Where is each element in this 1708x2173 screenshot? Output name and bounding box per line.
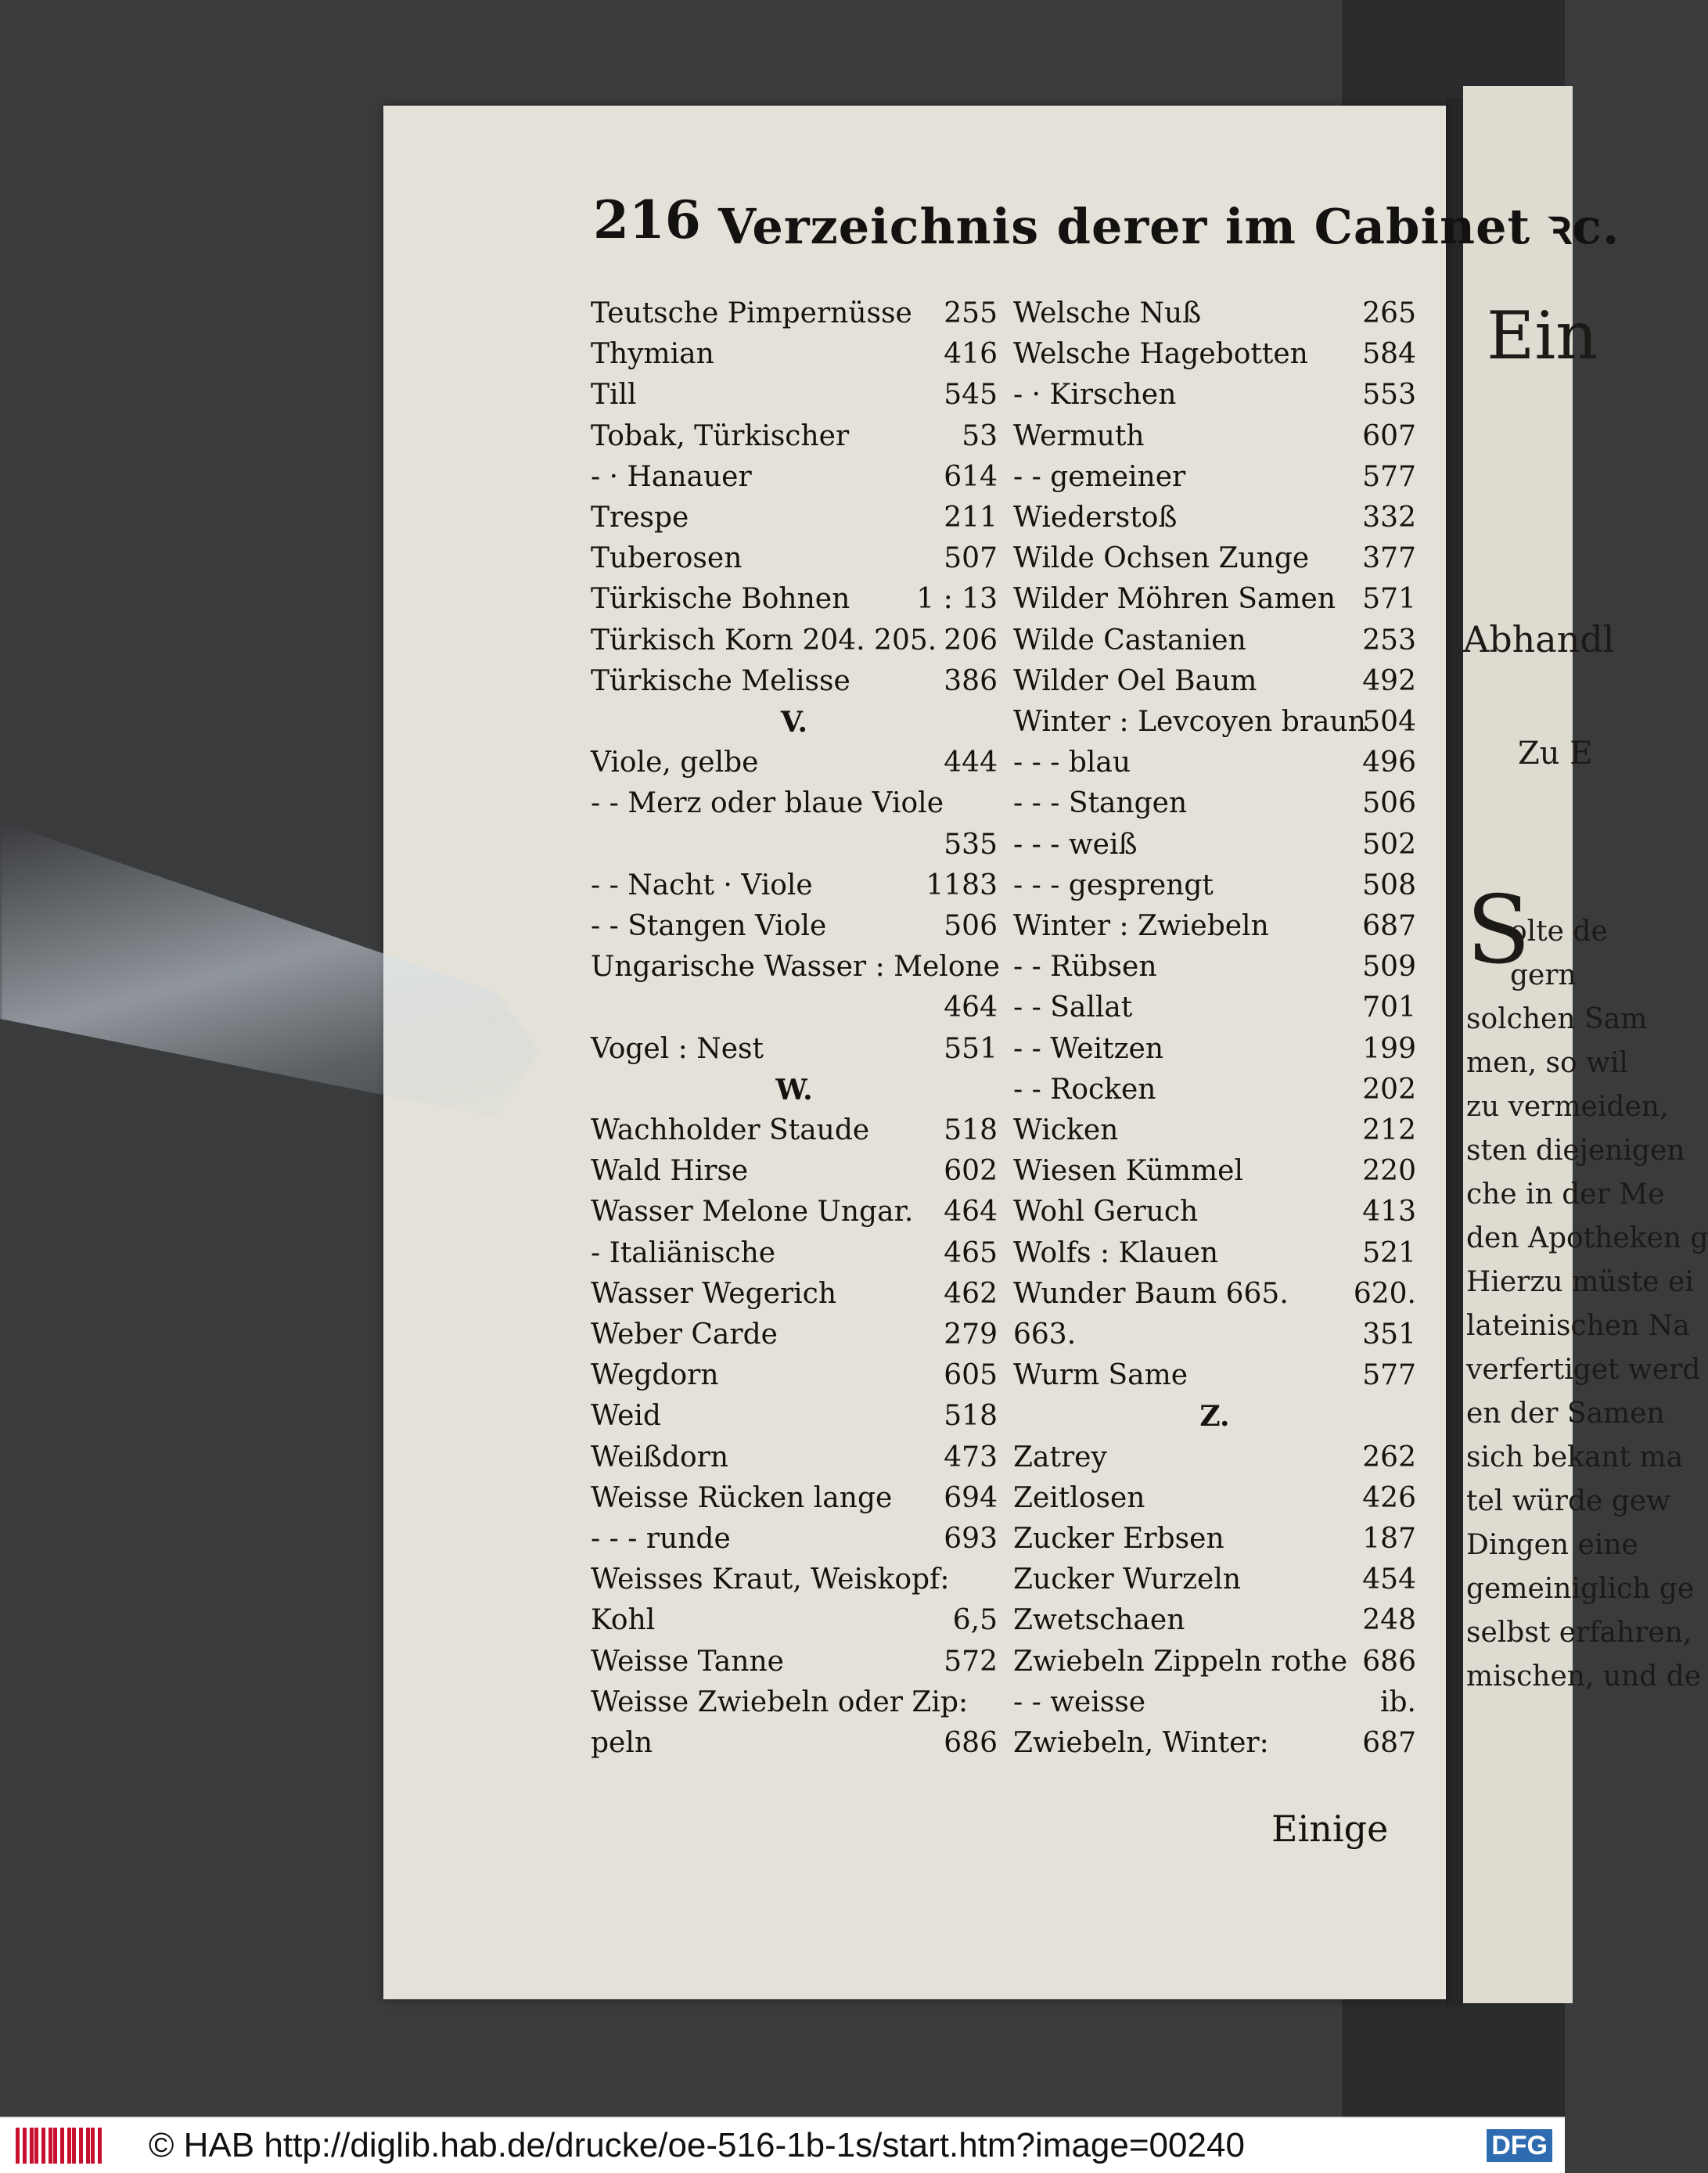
index-page-ref: 462 (944, 1277, 998, 1310)
index-page-ref: 279 (944, 1319, 998, 1351)
index-term: Wasser Melone Ungar. (591, 1196, 914, 1229)
index-term: Wachholder Staude (591, 1114, 870, 1146)
index-entry (591, 991, 998, 1032)
index-entry (591, 1563, 998, 1604)
index-page-ref: 187 (1362, 1523, 1416, 1555)
index-term: - - Sallat (1013, 991, 1133, 1024)
index-term: Zucker Wurzeln (1013, 1563, 1242, 1596)
index-term: - - Merz oder blaue Viole (591, 787, 944, 820)
index-page-ref: 545 (944, 379, 998, 412)
index-term: - - - Stangen (1013, 787, 1188, 820)
index-entry (1013, 951, 1416, 991)
index-entry (591, 624, 998, 665)
page-header (593, 189, 1620, 268)
facing-page-line: solchen Sam (1466, 1003, 1648, 1035)
index-entry (1013, 624, 1416, 665)
index-section-letter (591, 706, 998, 747)
index-term: - - weisse (1013, 1686, 1146, 1718)
index-entry (591, 420, 998, 461)
index-term: Zwetschaen (1013, 1604, 1185, 1637)
index-page-ref: 332 (1362, 502, 1416, 534)
index-entry (1013, 1033, 1416, 1074)
index-entry (1013, 910, 1416, 951)
index-entry (1013, 1237, 1416, 1278)
index-entry (591, 1319, 998, 1359)
index-term: - - Stangen Viole (591, 910, 827, 942)
index-entry (591, 910, 998, 951)
index-page-ref: 426 (1362, 1481, 1416, 1514)
index-page-ref: 572 (944, 1645, 998, 1678)
index-term: Türkische Melisse (591, 664, 850, 697)
index-term: Kohl (591, 1604, 656, 1637)
index-entry (591, 1359, 998, 1400)
index-page-ref: 377 (1362, 542, 1416, 575)
facing-page-line: en der Samen (1466, 1398, 1665, 1430)
index-entry (1013, 829, 1416, 869)
index-page-ref: 614 (944, 460, 998, 493)
facing-page-subheading: Abhandl (1463, 618, 1615, 660)
facing-page-line: zu vermeiden, (1466, 1091, 1669, 1123)
index-page-ref: 504 (1362, 706, 1416, 738)
index-term: Till (591, 379, 637, 412)
index-entry (1013, 1646, 1416, 1686)
page-title: Verzeichnis derer im Cabinet ꝛc. (718, 198, 1620, 255)
index-page-ref: 386 (944, 664, 998, 697)
index-term: Weisse Zwiebeln oder Zip: (591, 1686, 969, 1718)
index-entry (591, 379, 998, 419)
index-page-ref: 521 (1362, 1236, 1416, 1269)
index-entry (1013, 1074, 1416, 1114)
facing-page-line: men, so wil (1466, 1047, 1628, 1079)
index-term: Tobak, Türkischer (591, 419, 850, 452)
index-term: - - - gesprengt (1013, 869, 1214, 901)
facing-page-heading: Ein (1487, 297, 1598, 374)
index-term: Wiederstoß (1013, 502, 1178, 534)
facing-page-line: Dingen eine (1466, 1529, 1638, 1561)
index-entry (1013, 1482, 1416, 1523)
index-entry (591, 747, 998, 787)
index-entry (1013, 1196, 1416, 1236)
index-entry (591, 951, 998, 991)
index-page-ref: 220 (1362, 1155, 1416, 1188)
index-term: Weißdorn (591, 1441, 729, 1473)
index-page-ref: 211 (944, 502, 998, 534)
index-term: Wurm Same (1013, 1359, 1188, 1392)
index-page-ref: 686 (1362, 1645, 1416, 1678)
index-entry (1013, 869, 1416, 910)
index-term: - - Rübsen (1013, 951, 1157, 984)
index-entry (1013, 1727, 1416, 1768)
index-entry (591, 297, 998, 338)
index-page-ref: 444 (944, 747, 998, 779)
index-entry (1013, 583, 1416, 624)
index-term: Wilde Castanien (1013, 624, 1246, 657)
index-entry (591, 1400, 998, 1441)
index-term: 663. (1013, 1319, 1077, 1351)
index-entry (1013, 1278, 1416, 1319)
index-page-ref: 620. (1353, 1277, 1416, 1310)
index-term: Wegdorn (591, 1359, 719, 1392)
index-page-ref: 454 (1362, 1563, 1416, 1596)
dfg-logo-icon: DFG (1487, 2129, 1552, 2162)
index-term: Weid (591, 1400, 661, 1433)
index-entry (1013, 1155, 1416, 1196)
footer-bar (0, 2117, 1565, 2173)
index-page-ref: 262 (1362, 1441, 1416, 1473)
index-page-ref: 693 (944, 1523, 998, 1555)
index-page-ref: 694 (944, 1481, 998, 1514)
index-page-ref: 473 (944, 1441, 998, 1473)
index-entry (1013, 1359, 1416, 1400)
index-entry (591, 869, 998, 910)
index-term: Winter : Zwiebeln (1013, 910, 1269, 942)
index-page-ref: 602 (944, 1155, 998, 1188)
index-term: Wolfs : Klauen (1013, 1236, 1219, 1269)
facing-page-line: sich bekant ma (1466, 1441, 1684, 1473)
facing-page-line: sten diejenigen (1466, 1135, 1685, 1167)
index-page-ref: 6,5 (952, 1604, 998, 1637)
index-term: - - Nacht · Viole (591, 869, 813, 901)
index-entry (1013, 1563, 1416, 1604)
facing-page (1463, 86, 1708, 2003)
index-term: Vogel : Nest (591, 1032, 764, 1065)
index-page-ref: ib. (1379, 1686, 1416, 1718)
index-entry (1013, 706, 1416, 747)
index-term: - - - weiß (1013, 828, 1138, 861)
index-term: Weisse Rücken lange (591, 1481, 893, 1514)
facing-page-line: lateinischen Na (1466, 1310, 1690, 1342)
index-entry (591, 1278, 998, 1319)
index-term: - Italiänische (591, 1236, 776, 1269)
index-term: peln (591, 1727, 653, 1759)
index-term: Wald Hirse (591, 1155, 749, 1188)
index-entry (1013, 1114, 1416, 1155)
index-term: Wilde Ochsen Zunge (1013, 542, 1310, 575)
index-page-ref: 265 (1362, 297, 1416, 329)
index-entry (591, 502, 998, 542)
index-page-ref: 464 (944, 991, 998, 1024)
index-term: V. (780, 706, 808, 739)
facing-page-line: olte de (1510, 916, 1608, 948)
index-entry (1013, 665, 1416, 706)
index-page-ref: 551 (944, 1032, 998, 1065)
index-entry (1013, 542, 1416, 583)
facing-page-line: gemeiniglich ge (1466, 1573, 1695, 1605)
index-term: - - - blau (1013, 747, 1131, 779)
index-page-ref: 577 (1362, 460, 1416, 493)
index-page-ref: 571 (1362, 583, 1416, 616)
facing-page-line: gern (1510, 959, 1577, 991)
index-entry (591, 542, 998, 583)
index-term: Welsche Nuß (1013, 297, 1202, 329)
facing-page-line: tel würde gew (1466, 1485, 1670, 1517)
index-term: Türkisch Korn 204. 205. (591, 624, 937, 657)
facing-page-initial: S (1466, 876, 1531, 985)
index-entry (591, 461, 998, 502)
index-entry (591, 1237, 998, 1278)
index-page-ref: 553 (1362, 379, 1416, 412)
index-term: Wunder Baum 665. (1013, 1277, 1289, 1310)
index-term: Z. (1199, 1400, 1230, 1434)
index-term: - · Kirschen (1013, 379, 1177, 412)
index-page-ref: 508 (1362, 869, 1416, 901)
index-section-letter (1013, 1400, 1416, 1441)
index-term: - - - runde (591, 1523, 731, 1555)
index-page-ref: 465 (944, 1236, 998, 1269)
index-term: Trespe (591, 502, 689, 534)
index-entry (1013, 1604, 1416, 1645)
index-term: Thymian (591, 338, 714, 371)
index-page-ref: 607 (1362, 419, 1416, 452)
facing-page-line: den Apotheken g (1466, 1222, 1708, 1254)
index-term: Wohl Geruch (1013, 1196, 1199, 1229)
index-page-ref: 584 (1362, 338, 1416, 371)
catchword: Einige (1271, 1808, 1389, 1850)
index-page-ref: 351 (1362, 1319, 1416, 1351)
index-entry (591, 665, 998, 706)
index-page-ref: 687 (1362, 910, 1416, 942)
index-entry (1013, 502, 1416, 542)
index-page-ref: 202 (1362, 1073, 1416, 1106)
facing-page-zu: Zu E (1518, 736, 1593, 772)
index-entry (1013, 1319, 1416, 1359)
index-entry (591, 829, 998, 869)
index-page-ref: 416 (944, 338, 998, 371)
index-entry (591, 1686, 998, 1727)
index-term: Wermuth (1013, 419, 1145, 452)
page-number: 216 (593, 189, 701, 250)
index-entry (591, 1155, 998, 1196)
facing-page-line: Hierzu müste ei (1466, 1266, 1694, 1298)
index-entry (591, 1033, 998, 1074)
index-page-ref: 686 (944, 1727, 998, 1759)
index-entry (1013, 1523, 1416, 1563)
index-entry (591, 338, 998, 379)
index-term: - - Weitzen (1013, 1032, 1164, 1065)
index-page-ref: 535 (944, 828, 998, 861)
facing-page-line: selbst erfahren, (1466, 1617, 1692, 1649)
index-page-ref: 492 (1362, 664, 1416, 697)
index-entry (1013, 338, 1416, 379)
footer-copyright-link[interactable]: © HAB http://diglib.hab.de/drucke/oe-516-1b-1s/start.htm?image=00240 (149, 2126, 1245, 2164)
index-page-ref: 248 (1362, 1604, 1416, 1637)
index-entry (591, 1441, 998, 1482)
index-entry (1013, 461, 1416, 502)
index-page-ref: 255 (944, 297, 998, 329)
index-section-letter (591, 1074, 998, 1114)
hab-logo-icon (16, 2128, 102, 2164)
index-page-ref: 518 (944, 1114, 998, 1146)
index-entry (591, 583, 998, 624)
index-term: Winter : Levcoyen braun (1013, 706, 1366, 738)
index-page-ref: 413 (1362, 1196, 1416, 1229)
index-page-ref: 506 (944, 910, 998, 942)
index-page-ref: 518 (944, 1400, 998, 1433)
index-term: Türkische Bohnen (591, 583, 850, 616)
index-term: Zwiebeln Zippeln rothe (1013, 1645, 1348, 1678)
facing-page-line: che in der Me (1466, 1178, 1665, 1211)
index-entry (591, 1523, 998, 1563)
index-page-ref: 206 (944, 624, 998, 657)
index-entry (591, 1646, 998, 1686)
index-term: Wasser Wegerich (591, 1277, 837, 1310)
index-entry (1013, 1441, 1416, 1482)
index-entry (1013, 991, 1416, 1032)
index-term: Weisse Tanne (591, 1645, 784, 1678)
index-term: Viole, gelbe (591, 747, 759, 779)
index-term: Wiesen Kümmel (1013, 1155, 1243, 1188)
index-page-ref: 53 (962, 419, 998, 452)
index-term: Zeitlosen (1013, 1481, 1145, 1514)
index-term: - - gemeiner (1013, 460, 1186, 493)
index-term: - · Hanauer (591, 460, 752, 493)
index-entry (1013, 297, 1416, 338)
index-term: Welsche Hagebotten (1013, 338, 1308, 371)
index-page-ref: 464 (944, 1196, 998, 1229)
index-page-ref: 496 (1362, 747, 1416, 779)
index-page-ref: 1183 (926, 869, 998, 901)
facing-page-line: verfertiget werd (1466, 1354, 1701, 1386)
index-page-ref: 507 (944, 542, 998, 575)
index-term: - - Rocken (1013, 1073, 1156, 1106)
index-entry (591, 1196, 998, 1236)
index-page-ref: 577 (1362, 1359, 1416, 1392)
index-page-ref: 199 (1362, 1032, 1416, 1065)
index-entry (1013, 420, 1416, 461)
index-entry (1013, 787, 1416, 828)
index-page-ref: 253 (1362, 624, 1416, 657)
index-term: W. (775, 1073, 813, 1106)
index-term: Wilder Oel Baum (1013, 664, 1257, 697)
index-page-ref: 1 : 13 (916, 583, 998, 616)
index-entry (591, 787, 998, 828)
index-page-ref: 509 (1362, 951, 1416, 984)
index-entry (591, 1114, 998, 1155)
page-gutter (1446, 98, 1463, 2007)
index-entry (1013, 747, 1416, 787)
index-term: Zucker Erbsen (1013, 1523, 1224, 1555)
index-term: Weisses Kraut, Weiskopf: (591, 1563, 950, 1596)
index-page-ref: 506 (1362, 787, 1416, 820)
index-entry (591, 1604, 998, 1645)
index-term: Tuberosen (591, 542, 743, 575)
index-term: Weber Carde (591, 1319, 778, 1351)
index-term: Wicken (1013, 1114, 1119, 1146)
index-page-ref: 605 (944, 1359, 998, 1392)
index-page-ref: 687 (1362, 1727, 1416, 1759)
index-page-ref: 502 (1362, 828, 1416, 861)
index-entry (1013, 1686, 1416, 1727)
index-term: Wilder Möhren Samen (1013, 583, 1336, 616)
index-entry (591, 1727, 998, 1768)
index-page-ref: 212 (1362, 1114, 1416, 1146)
index-entry (591, 1482, 998, 1523)
index-term: Ungarische Wasser : Melone (591, 951, 1000, 984)
index-term: Zatrey (1013, 1441, 1107, 1473)
index-page-ref: 701 (1362, 991, 1416, 1024)
index-term: Zwiebeln, Winter: (1013, 1727, 1269, 1759)
index-term: Teutsche Pimpernüsse (591, 297, 912, 329)
facing-page-line: mischen, und de (1466, 1660, 1702, 1693)
index-entry (1013, 379, 1416, 419)
